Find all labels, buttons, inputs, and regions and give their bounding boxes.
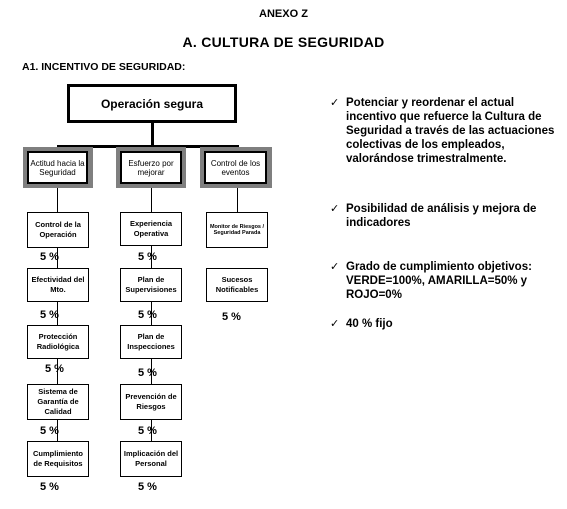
item-maintenance-effectiveness xyxy=(27,268,89,302)
item-operating-experience xyxy=(120,212,182,246)
root-node xyxy=(67,84,237,123)
item-label: Prevención de Riesgos xyxy=(125,392,177,411)
item-weight: 5 % xyxy=(40,251,59,263)
item-risk-prevention xyxy=(120,384,182,420)
item-weight: 5 % xyxy=(138,309,157,321)
item-label: Sistema de Garantía de Calidad xyxy=(37,387,79,416)
check-icon: ✓ xyxy=(330,261,340,273)
category-label: Actitud hacia la Seguridad xyxy=(30,158,85,177)
item-supervision-plan xyxy=(120,268,182,302)
item-weight: 5 % xyxy=(40,481,59,493)
list-item-text: Posibilidad de análisis y mejora de indicadores xyxy=(346,203,537,229)
category-improvement xyxy=(120,151,182,184)
item-label: Protección Radiológica xyxy=(36,332,80,351)
item-label: Monitor de Riesgos / Seguridad Parada xyxy=(209,223,265,236)
annex-label: ANEXO Z xyxy=(259,8,308,20)
item-control-operation xyxy=(27,212,89,248)
section-heading: A1. INCENTIVO DE SEGURIDAD: xyxy=(22,61,186,73)
list-item-text: 40 % fijo xyxy=(346,318,393,330)
item-label: Plan de Supervisiones xyxy=(125,275,177,294)
item-label: Cumplimiento de Requisitos xyxy=(33,449,83,468)
check-icon: ✓ xyxy=(330,203,340,215)
category-events xyxy=(204,151,267,184)
item-weight: 5 % xyxy=(45,363,64,375)
list-item xyxy=(330,317,555,331)
list-item xyxy=(330,96,555,166)
list-item-text: Grado de cumplimiento objetivos: VERDE=100%, AMARILLA=50% y ROJO=0% xyxy=(346,261,532,301)
item-quality-assurance xyxy=(27,384,89,420)
column-spine-3 xyxy=(237,188,238,212)
item-weight: 5 % xyxy=(138,251,157,263)
list-item xyxy=(330,202,555,230)
item-weight: 5 % xyxy=(40,309,59,321)
category-label: Esfuerzo por mejorar xyxy=(128,158,174,177)
item-requirements-compliance xyxy=(27,441,89,477)
check-icon: ✓ xyxy=(330,97,340,109)
list-item-text: Potenciar y reordenar el actual incentivo que refuerce la Cultura de Seguridad a través de las actuaciones colectivas de los empleados, valorándose trimestralmente. xyxy=(346,97,555,165)
item-label: Control de la Operación xyxy=(35,220,81,239)
check-icon: ✓ xyxy=(330,318,340,330)
list-item xyxy=(330,260,555,302)
item-weight: 5 % xyxy=(138,367,157,379)
item-label: Sucesos Notificables xyxy=(215,275,259,294)
item-staff-involvement xyxy=(120,441,182,477)
item-label: Efectividad del Mto. xyxy=(31,275,85,294)
category-attitude xyxy=(27,151,88,184)
page-title: A. CULTURA DE SEGURIDAD xyxy=(182,34,385,50)
item-risk-monitor xyxy=(206,212,268,248)
item-weight: 5 % xyxy=(138,481,157,493)
category-label: Control de los eventos xyxy=(210,158,261,177)
item-label: Implicación del Personal xyxy=(123,449,179,468)
item-inspection-plan xyxy=(120,325,182,359)
item-weight: 5 % xyxy=(222,311,241,323)
item-weight: 5 % xyxy=(138,425,157,437)
item-reportable-events xyxy=(206,268,268,302)
item-label: Plan de Inspecciones xyxy=(127,332,175,351)
item-radiological-protection xyxy=(27,325,89,359)
root-connector xyxy=(151,123,154,147)
item-label: Experiencia Operativa xyxy=(129,219,173,238)
root-node-label: Operación segura xyxy=(100,96,204,111)
item-weight: 5 % xyxy=(40,425,59,437)
